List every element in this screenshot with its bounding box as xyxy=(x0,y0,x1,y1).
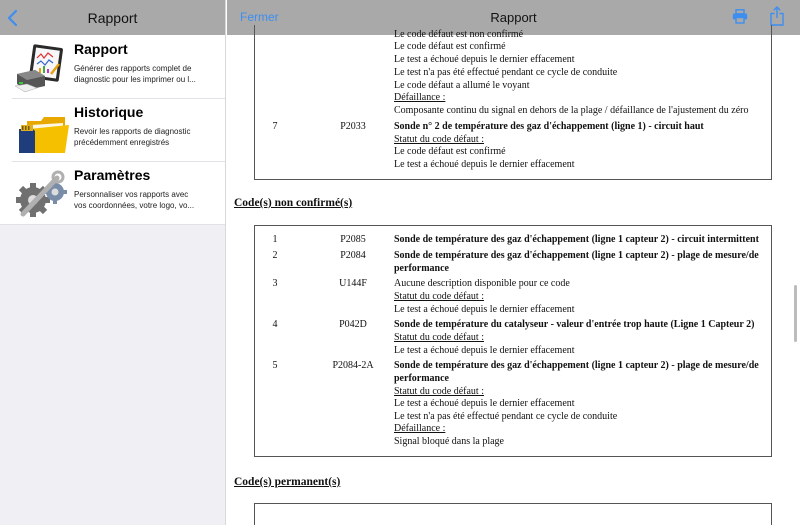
sidebar-item-desc xyxy=(74,63,196,85)
status-line: Le code défaut est confirmé xyxy=(394,41,506,52)
dtc-title: Sonde de température des gaz d'échappement (ligne 1 capteur 2) - circuit intermittent xyxy=(394,234,759,245)
sidebar-item-historique[interactable] xyxy=(0,98,225,161)
sidebar-item-desc xyxy=(74,189,194,211)
desc-line: Revoir les rapports de diagnostic xyxy=(74,127,191,136)
close-button[interactable]: Fermer xyxy=(240,10,279,24)
dtc-code: P2085 xyxy=(340,234,366,245)
dtc-title: Sonde de température du catalyseur - valeur d'entrée trop haute (Ligne 1 Capteur 2) xyxy=(394,319,755,330)
row-number: 2 xyxy=(272,250,278,261)
status-line: Le test n'a pas été effectué pendant ce cycle de conduite xyxy=(394,67,618,78)
status-line: Le test a échoué depuis le dernier effacement xyxy=(394,159,575,170)
dtc-title: Sonde de température des gaz d'échappement (ligne 1 capteur 2) - plage de mesure/de xyxy=(394,360,759,371)
status-line: Le test a échoué depuis le dernier effacement xyxy=(394,304,575,315)
row-number: 5 xyxy=(272,360,278,371)
desc-line: précédemment enregistrés xyxy=(74,138,170,147)
confirmed-codes-table xyxy=(254,25,772,180)
row-number: 3 xyxy=(272,278,278,289)
dtc-code: P2084-2A xyxy=(332,360,374,371)
gear-wrench-icon xyxy=(12,169,72,221)
printer-report-icon xyxy=(12,43,72,95)
status-label: Statut du code défaut : xyxy=(394,291,484,302)
left-navbar-title: Rapport xyxy=(87,9,138,26)
dtc-title: performance xyxy=(394,373,449,384)
status-line: Le test n'a pas été effectué pendant ce cycle de conduite xyxy=(394,411,618,422)
sidebar-item-desc xyxy=(74,126,191,148)
permanent-codes-table xyxy=(254,503,772,525)
desc-line: diagnostic pour les imprimer ou l... xyxy=(74,75,196,84)
status-line: Le test a échoué depuis le dernier effacement xyxy=(394,345,575,356)
sidebar-item-title: Rapport xyxy=(74,41,128,57)
status-line: Le test a échoué depuis le dernier effacement xyxy=(394,398,575,409)
row-number: 7 xyxy=(272,121,278,132)
dtc-title: Sonde n° 2 de température des gaz d'échappement (ligne 1) - circuit haut xyxy=(394,121,704,132)
menu-divider xyxy=(0,224,225,225)
status-label: Statut du code défaut : xyxy=(394,332,484,343)
failure-text: Composante continu du signal en dehors de la plage / défaillance de l'ajustement du zéro xyxy=(394,105,749,116)
sidebar-item-parametres[interactable] xyxy=(0,161,225,224)
failure-text: Signal bloqué dans la plage xyxy=(394,436,504,447)
desc-line: vos coordonnées, votre logo, vo... xyxy=(74,201,195,210)
dtc-title: Sonde de température des gaz d'échappement (ligne 1 capteur 2) - plage de mesure/de xyxy=(394,250,759,261)
dtc-title: performance xyxy=(394,263,449,274)
status-label: Statut du code défaut : xyxy=(394,134,484,145)
printer-icon[interactable] xyxy=(732,9,748,24)
left-pane xyxy=(0,0,226,525)
row-number: 1 xyxy=(272,234,278,245)
sidebar-item-rapport[interactable] xyxy=(0,35,225,98)
sidebar-item-title: Historique xyxy=(74,104,144,120)
failure-label: Défaillance : xyxy=(394,92,446,103)
sidebar-menu xyxy=(0,35,225,225)
dtc-code: P042D xyxy=(339,319,367,330)
status-line: Le code défaut est non confirmé xyxy=(394,29,524,40)
dtc-desc: Aucune description disponible pour ce code xyxy=(394,278,570,289)
dtc-code: P2084 xyxy=(340,250,366,261)
section-title-unconfirmed: Code(s) non confirmé(s) xyxy=(234,197,353,209)
status-line: Le code défaut est confirmé xyxy=(394,146,506,157)
right-pane xyxy=(227,0,800,525)
failure-label: Défaillance : xyxy=(394,423,446,434)
status-line: Le test a échoué depuis le dernier effacement xyxy=(394,54,575,65)
right-navbar-title: Rapport xyxy=(490,10,537,25)
status-label: Statut du code défaut : xyxy=(394,386,484,397)
unconfirmed-codes-table xyxy=(254,225,772,457)
row-number: 4 xyxy=(272,319,278,330)
desc-line: Générer des rapports complet de xyxy=(74,64,192,73)
status-line: Le code défaut a allumé le voyant xyxy=(394,80,530,91)
desc-line: Personnaliser vos rapports avec xyxy=(74,190,189,199)
section-title-permanent: Code(s) permanent(s) xyxy=(234,476,341,488)
scrollbar[interactable] xyxy=(794,285,797,342)
dtc-code: P2033 xyxy=(340,121,366,132)
share-icon[interactable] xyxy=(770,6,784,26)
dtc-code: U144F xyxy=(339,278,367,289)
left-navbar xyxy=(0,0,225,35)
report-document xyxy=(227,29,800,525)
folder-sdcard-icon xyxy=(12,106,72,158)
sidebar-item-title: Paramètres xyxy=(74,167,151,183)
